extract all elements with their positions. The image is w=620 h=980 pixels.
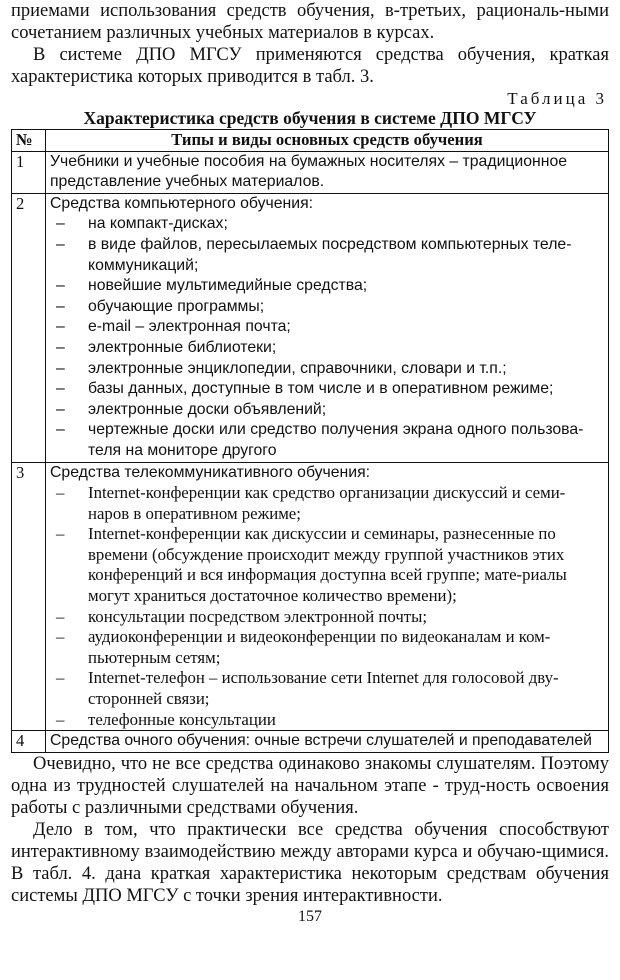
row-content bbox=[46, 193, 609, 462]
list-item: – Internet-телефон – использование сети Internet для голосовой дву-сторонней связи; bbox=[50, 668, 604, 709]
row-number: 2 bbox=[12, 193, 46, 462]
row-number: 1 bbox=[12, 151, 46, 193]
list-item: – Internet-конференции как дискуссии и семинары, разнесенные по времени (обсуждение происходит между группой участников этих конференций и вся информация доступна всей группе; мате-риалы могут храниться достаточное количество времени); bbox=[50, 524, 604, 606]
list-item: – обучающие программы; bbox=[50, 297, 604, 318]
list-item: – базы данных, доступные в том числе и в оперативном режиме; bbox=[50, 379, 604, 400]
row-item-list bbox=[50, 214, 604, 461]
page-number: 157 bbox=[298, 907, 322, 925]
table-row bbox=[12, 462, 609, 731]
list-item: – Internet-конференции как средство организации дискуссий и семи-наров в оперативном режиме; bbox=[50, 483, 604, 524]
list-item: – в виде файлов, пересылаемых посредством компьютерных теле-коммуникаций; bbox=[50, 235, 604, 276]
row-item-list bbox=[50, 483, 604, 730]
list-item: – электронные энциклопедии, справочники, словари и т.п.; bbox=[50, 359, 604, 380]
list-item: – электронные доски объявлений; bbox=[50, 400, 604, 421]
row-content bbox=[46, 731, 609, 753]
intro-paragraph: В системе ДПО МГСУ применяются средства обучения, краткая характеристика которых приводится в табл. 3. bbox=[11, 45, 609, 87]
row-content bbox=[46, 151, 609, 193]
outro-paragraph-2: Дело в том, что практически все средства обучения способствуют интерактивному взаимодействию между авторами курса и обучаю-щимися. В табл. 4. дана краткая характеристика некоторым средствам обучения системы ДПО МГСУ с точки зрения интерактивности. bbox=[11, 819, 609, 906]
table-label: Таблица 3 bbox=[507, 89, 607, 108]
table-body bbox=[12, 151, 609, 752]
row-content bbox=[46, 462, 609, 731]
document-page bbox=[11, 0, 609, 926]
table-row bbox=[12, 731, 609, 753]
table-row bbox=[12, 193, 609, 462]
table-header-row bbox=[12, 130, 609, 152]
row-number: 3 bbox=[12, 462, 46, 731]
intro-paragraph-continued: приемами использования средств обучения, в-третьих, рациональ-ными сочетанием различных учебных материалов в курсах. bbox=[11, 1, 609, 43]
table-title: Характеристика средств обучения в системе ДПО МГСУ bbox=[83, 108, 537, 128]
list-item: – на компакт-дисках; bbox=[50, 214, 604, 235]
row-heading: Учебники и учебные пособия на бумажных носителях – традиционное представление учебных материалов. bbox=[50, 152, 568, 191]
row-heading: Средства компьютерного обучения: bbox=[50, 194, 314, 212]
row-heading: Средства очного обучения: очные встречи слушателей и преподавателей bbox=[50, 732, 592, 750]
list-item: – новейшие мультимедийные средства; bbox=[50, 276, 604, 297]
column-header-number: № bbox=[12, 130, 46, 152]
list-item: – электронные библиотеки; bbox=[50, 338, 604, 359]
list-item: – e-mail – электронная почта; bbox=[50, 317, 604, 338]
list-item: – аудиоконференции и видеоконференции по видеоканалам и ком-пьютерным сетям; bbox=[50, 627, 604, 668]
list-item: – чертежные доски или средство получения экрана одного пользова-теля на мониторе другого bbox=[50, 420, 604, 461]
row-heading: Средства телекоммуникативного обучения: bbox=[50, 463, 371, 481]
means-of-training-table bbox=[11, 129, 609, 753]
outro-paragraph-1: Очевидно, что не все средства одинаково знакомы слушателям. Поэтому одна из трудностей слушателей на начальном этапе - труд-ность освоения работы с различными средствами обучения. bbox=[11, 753, 609, 818]
column-header-types: Типы и виды основных средств обучения bbox=[46, 130, 609, 152]
list-item: – консультации посредством электронной почты; bbox=[50, 607, 604, 628]
list-item: – телефонные консультации bbox=[50, 710, 604, 731]
row-number: 4 bbox=[12, 731, 46, 753]
table-row bbox=[12, 151, 609, 193]
